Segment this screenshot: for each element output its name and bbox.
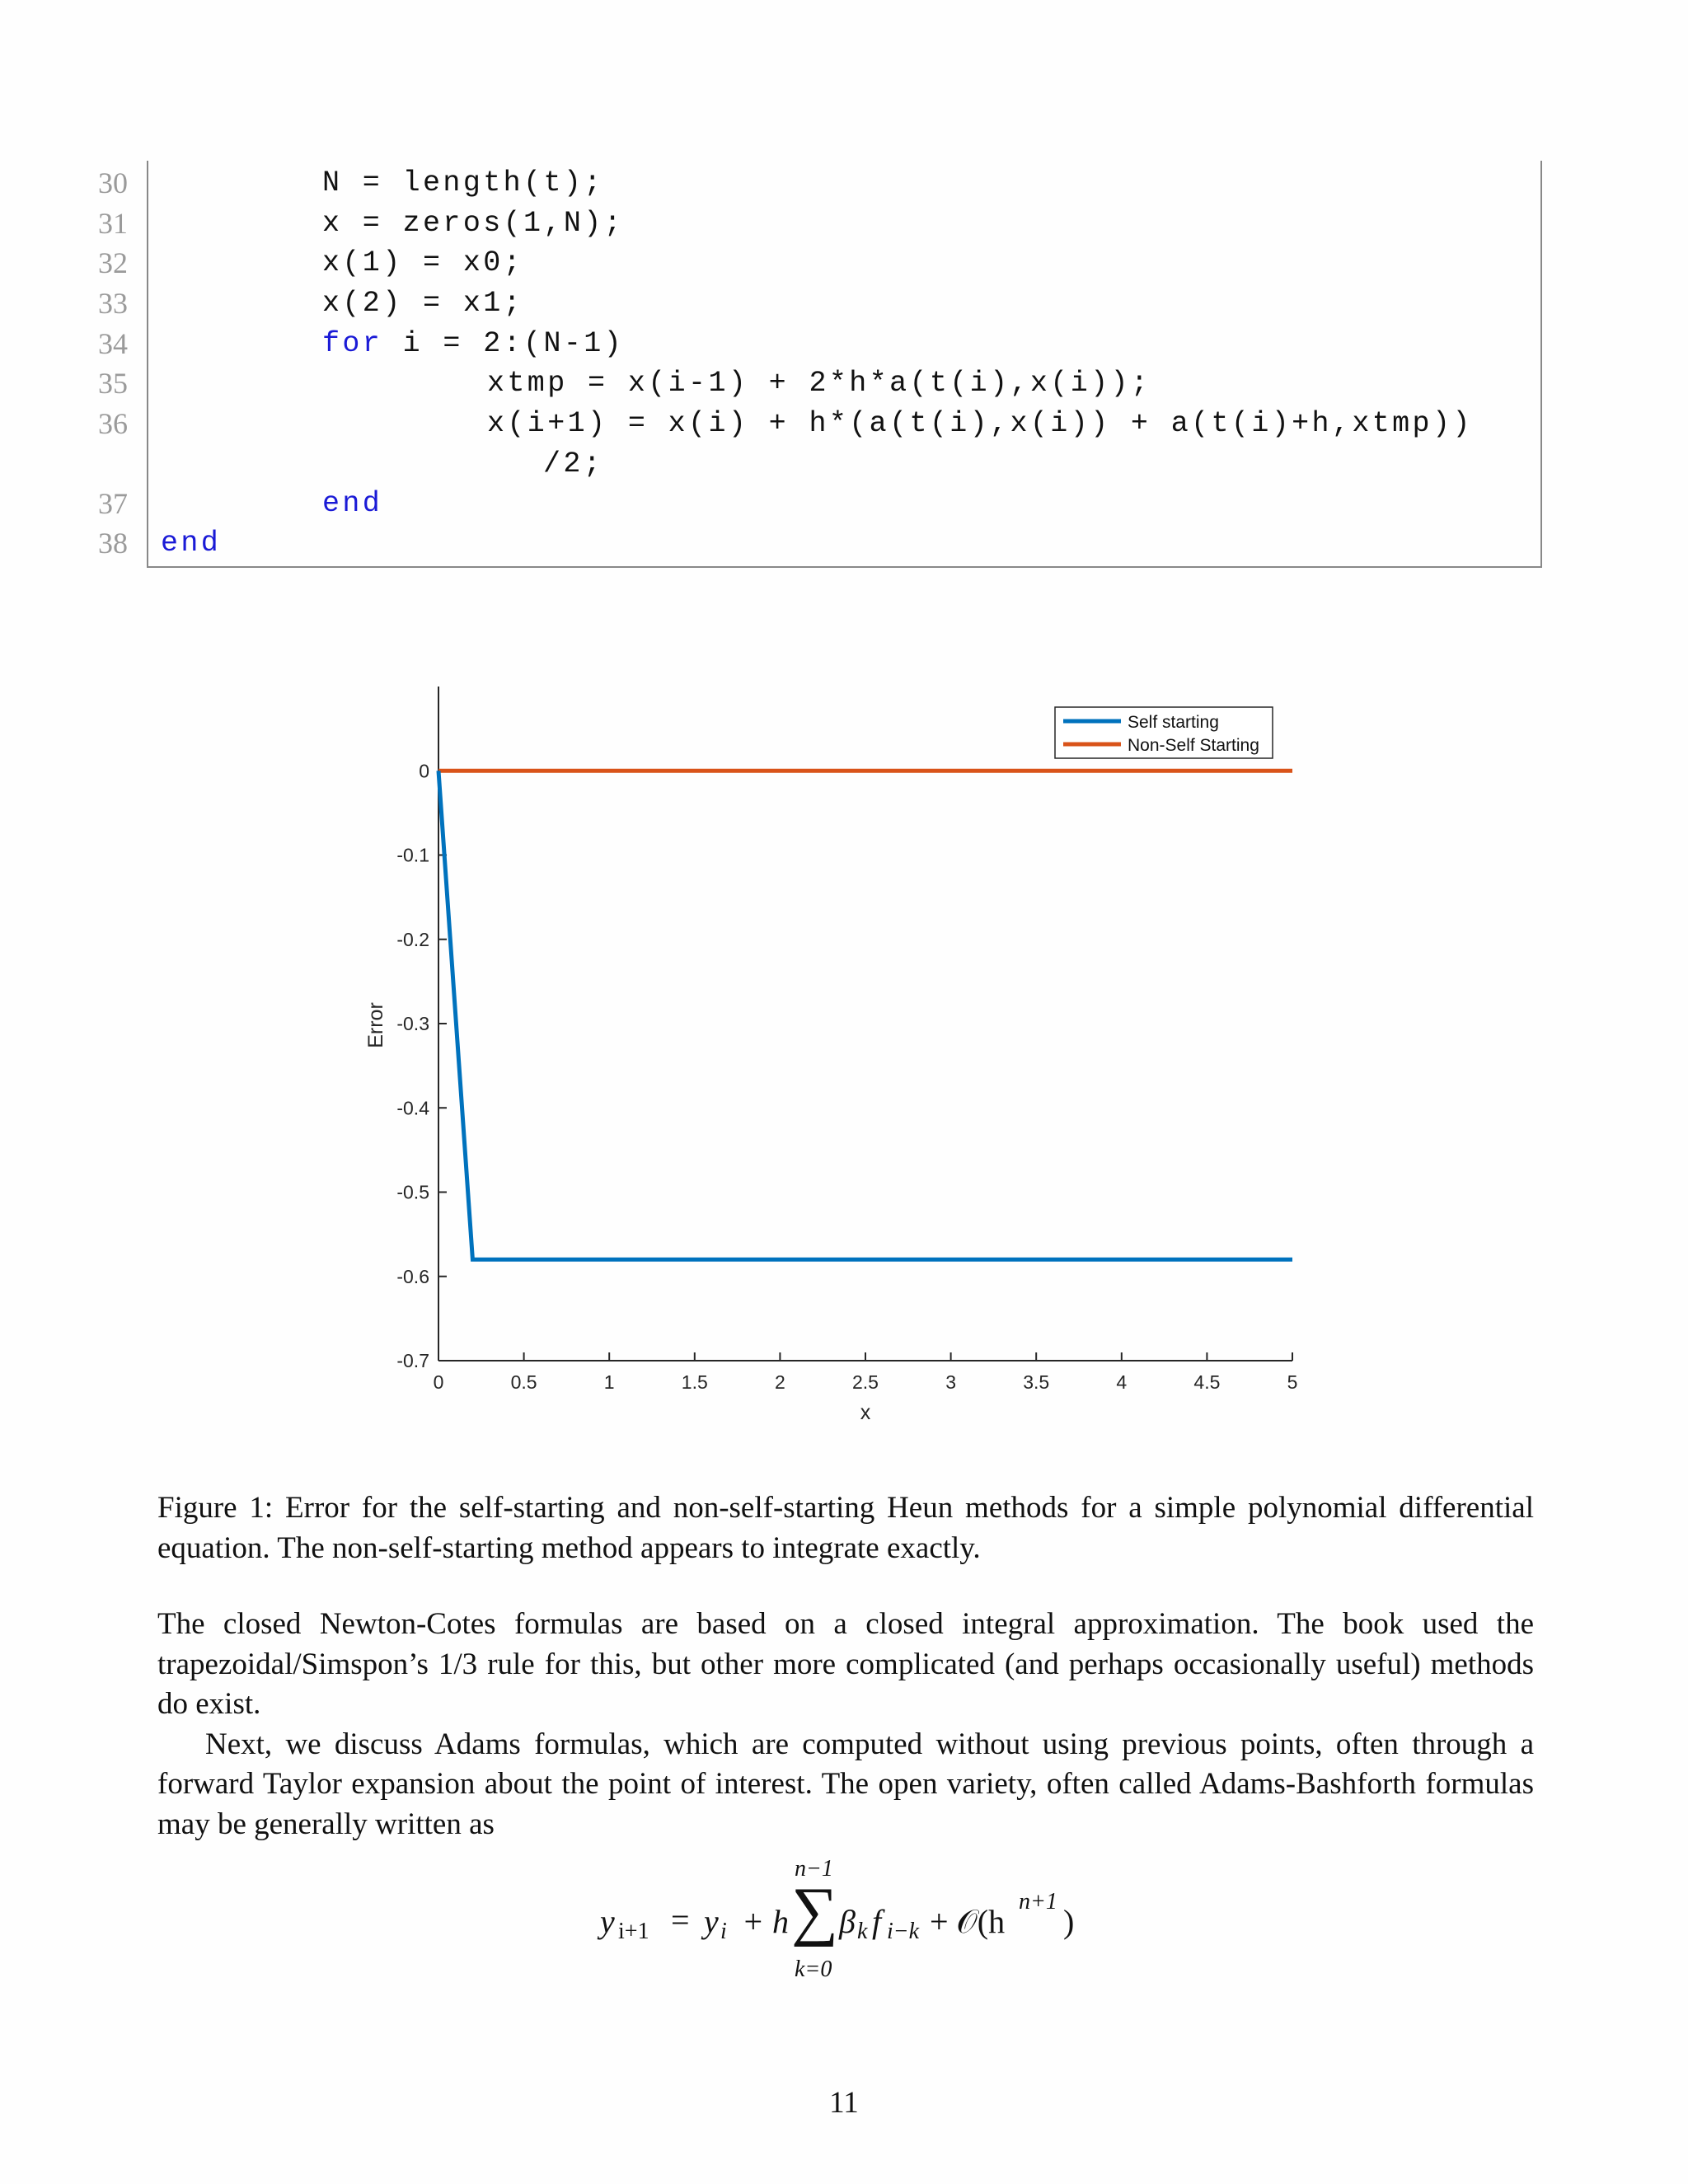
eq-order: + 𝒪(h <box>930 1903 1006 1940</box>
code-text: x(i+1) = x(i) + h*(a(t(i),x(i)) + a(t(i)+h,xtmp)) <box>487 407 1473 440</box>
eq-f: f <box>872 1903 882 1940</box>
line-number: 31 <box>98 207 128 240</box>
figure-caption: Figure 1: Error for the self-starting and non-self-starting Heun methods for a simple polynomial differential equation. The non-self-starting method appears to integrate exactly. <box>157 1491 1534 1565</box>
page-number: 11 <box>829 2086 859 2120</box>
code-keyword: end <box>161 527 222 560</box>
y-tick-label: 0 <box>419 760 429 782</box>
eq-order-sup: n+1 <box>1019 1889 1057 1915</box>
x-tick-label: 0 <box>433 1371 444 1393</box>
line-number: 32 <box>98 246 128 279</box>
eq-f-sub: i−k <box>887 1919 920 1944</box>
y-tick-label: -0.7 <box>396 1350 429 1371</box>
code-keyword: for <box>322 327 383 360</box>
code-text: xtmp = x(i-1) + 2*h*a(t(i),x(i)); <box>487 367 1151 400</box>
x-tick-label: 1 <box>603 1371 615 1393</box>
x-tick-label: 0.5 <box>510 1371 537 1393</box>
x-tick-label: 1.5 <box>681 1371 708 1393</box>
code-text: i = 2:(N-1) <box>382 327 625 360</box>
x-tick-label: 5 <box>1287 1371 1298 1393</box>
line-number: 36 <box>98 407 128 440</box>
series-line-self-starting <box>438 771 1292 1259</box>
y-tick-label: -0.4 <box>396 1097 429 1119</box>
eq-y: y <box>704 1903 719 1940</box>
code-text: /2; <box>543 448 604 480</box>
eq-sum-top: n−1 <box>795 1856 833 1882</box>
paragraph: The closed Newton-Cotes formulas are based on a closed integral approximation. The book used the trapezoidal/Simspon’s 1/3 rule for this, but other more complicated (and perhaps occasionally useful) methods do exist. <box>157 1607 1534 1721</box>
eq-sum-sign: ∑ <box>791 1875 839 1947</box>
y-tick-label: -0.1 <box>396 844 429 866</box>
x-tick-label: 3.5 <box>1023 1371 1050 1393</box>
line-number: 30 <box>98 166 128 199</box>
x-axis-label: x <box>860 1401 871 1424</box>
legend-label: Non-Self Starting <box>1128 736 1259 755</box>
eq-plus-h: + h <box>742 1903 789 1940</box>
eq-lhs-sub: i+1 <box>618 1919 649 1944</box>
line-number: 35 <box>98 367 128 400</box>
legend-label: Self starting <box>1128 713 1219 732</box>
line-number: 38 <box>98 527 128 560</box>
eq-sum-bottom: k=0 <box>795 1957 832 1982</box>
code-text: N = length(t); <box>322 166 604 199</box>
y-tick-label: -0.6 <box>396 1265 429 1287</box>
x-tick-label: 2 <box>775 1371 785 1393</box>
paragraph: Next, we discuss Adams formulas, which are computed without using previous points, often through a forward Taylor expansion about the point of interest. The open variety, often called Adams-Bashforth formulas may be generally written as <box>157 1727 1534 1841</box>
code-text: x(2) = x1; <box>322 287 524 320</box>
code-keyword: end <box>322 487 383 520</box>
eq-beta-sub: k <box>857 1919 868 1944</box>
x-tick-label: 4 <box>1116 1371 1128 1393</box>
line-number: 33 <box>98 287 128 320</box>
eq-lhs: y <box>600 1903 615 1940</box>
x-tick-label: 3 <box>945 1371 956 1393</box>
body-text <box>157 1605 1534 1844</box>
eq-beta: β <box>839 1903 856 1940</box>
eq-close: ) <box>1063 1903 1075 1940</box>
line-number: 37 <box>98 487 128 520</box>
line-number: 34 <box>98 327 128 360</box>
y-tick-label: -0.2 <box>396 928 429 950</box>
y-axis-label: Error <box>364 1002 387 1048</box>
y-tick-label: -0.3 <box>396 1013 429 1034</box>
code-text: x = zeros(1,N); <box>322 207 625 240</box>
x-tick-label: 2.5 <box>852 1371 879 1393</box>
code-text: x(1) = x0; <box>322 246 524 279</box>
eq-y-sub: i <box>720 1919 727 1944</box>
eq-equals: = <box>671 1901 690 1938</box>
x-tick-label: 4.5 <box>1193 1371 1221 1393</box>
y-tick-label: -0.5 <box>396 1181 429 1203</box>
